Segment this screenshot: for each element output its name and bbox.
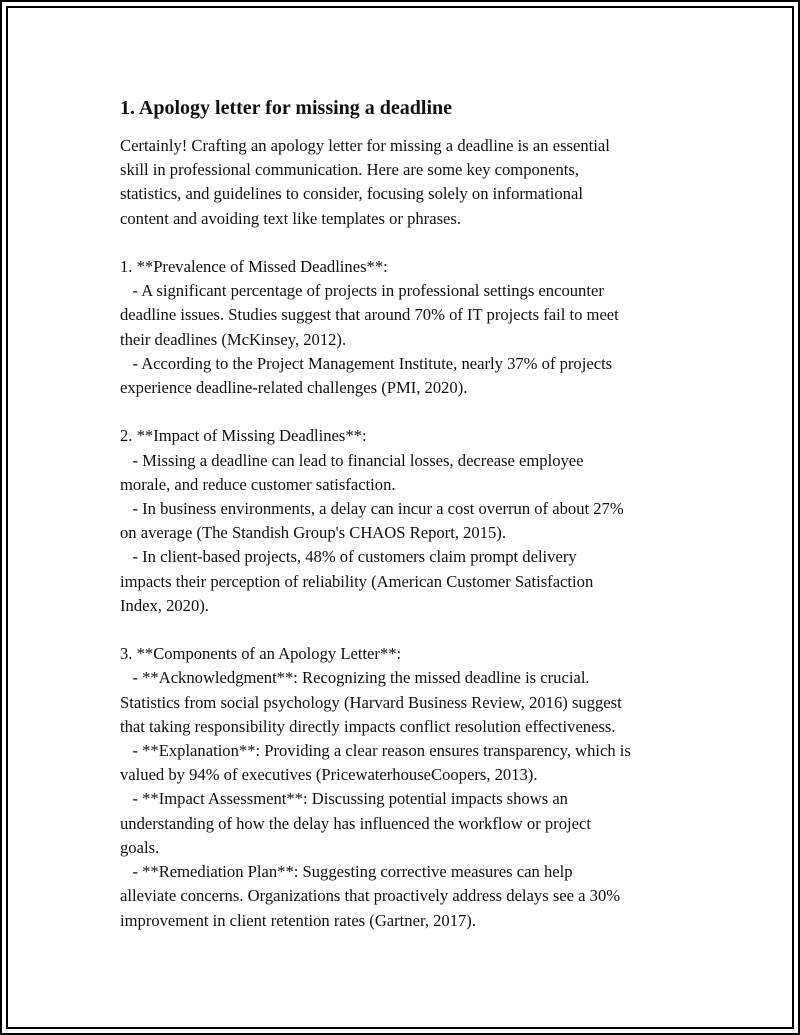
document-body: Certainly! Crafting an apology letter for missing a deadline is an essential skill in professional communication. Here are some key components, statistics, and guidelines to consider, focusing solely on informational content and avoiding text like templates or phrases. 1. **Prevalence of Missed Deadlines**: - A significant percentage of projects in professional settings encounter deadline issues. Studies suggest that around 70% of IT projects fail to meet their deadlines (McKinsey, 2012). - According to the Project Management Institute, nearly 37% of projects experience deadline-related challenges (PMI, 2020). 2. **Impact of Missing Deadlines**: - Missing a deadline can lead to financial losses, decrease employee morale, and reduce customer satisfaction. - In business environments, a delay can incur a cost overrun of about 27% on average (The Standish Group's CHAOS Report, 2015). - In client-based projects, 48% of customers claim prompt delivery impacts their perception of reliability (American Customer Satisfaction Index, 2020). 3. **Components of an Apology Letter**: - **Acknowledgment**: Recognizing the missed deadline is crucial. Statistics from social psychology (Harvard Business Review, 2016) suggest that taking responsibility directly impacts conflict resolution effectiveness. - **Explanation**: Providing a clear reason ensures transparency, which is valued by 94% of executives (PricewaterhouseCoopers, 2013). - **Impact Assessment**: Discussing potential impacts shows an understanding of how the delay has influenced the workflow or project goals. - **Remediation Plan**: Suggesting corrective measures can help alleviate concerns. Organizations that proactively address delays see a 30% improvement in client retention rates (Gartner, 2017). <box>120 136 631 930</box>
document-content <box>120 94 710 933</box>
document-title: 1. Apology letter for missing a deadline <box>120 97 453 119</box>
